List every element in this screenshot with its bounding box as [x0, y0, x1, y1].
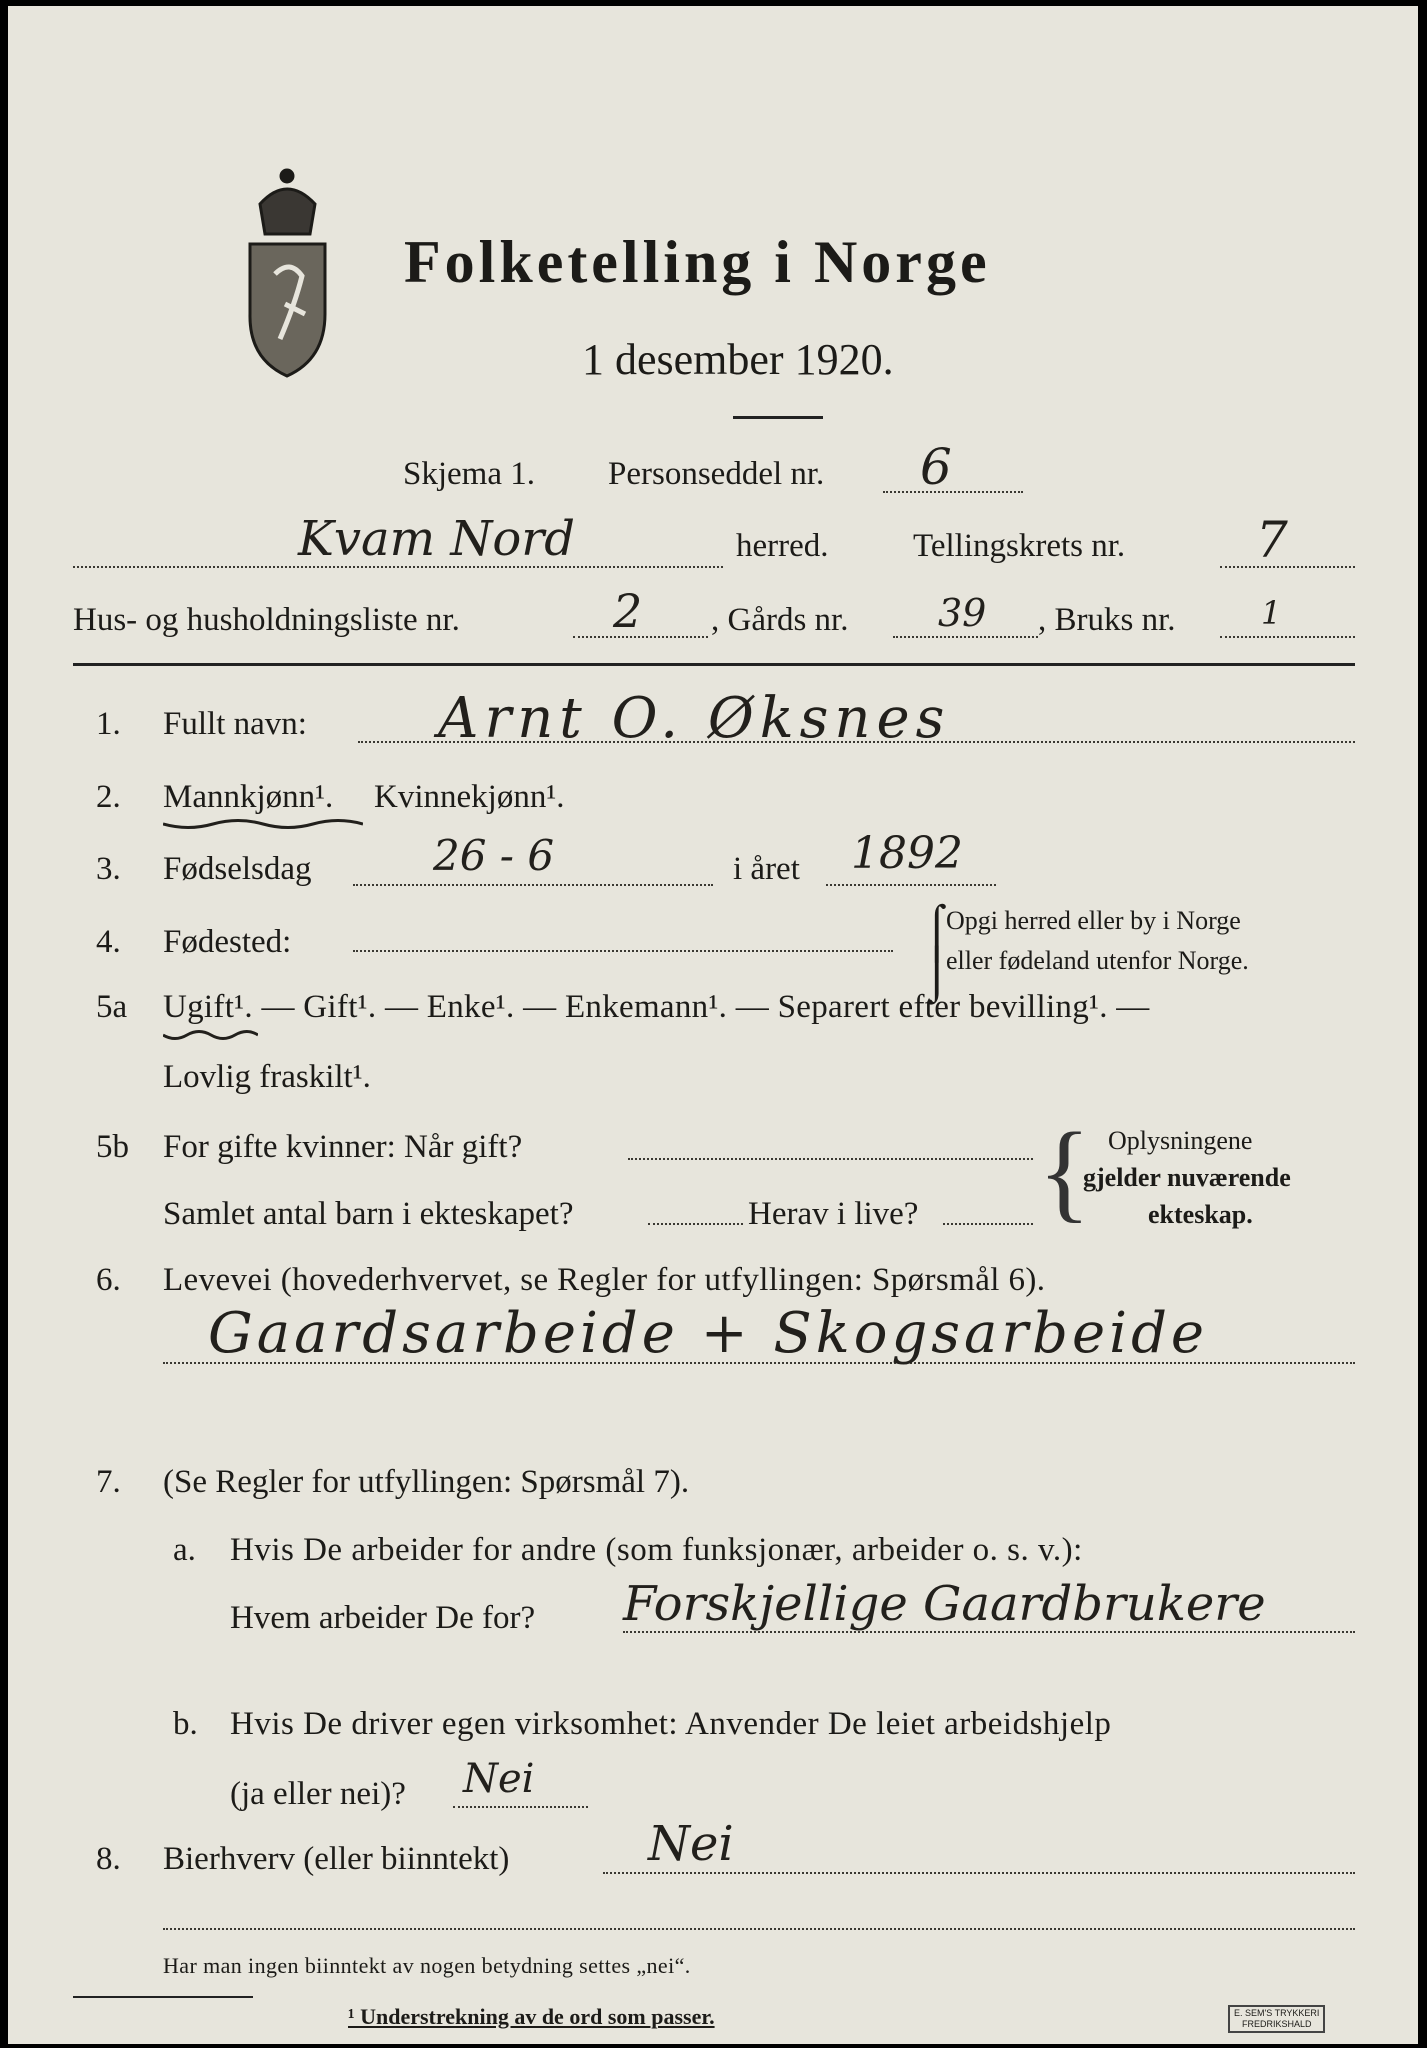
skjema-label: Skjema 1. [403, 456, 535, 492]
q7-number: 7. [96, 1464, 121, 1500]
q8-line [603, 1872, 1355, 1874]
q7a-letter: a. [173, 1532, 196, 1568]
q3-label: Fødselsdag [163, 851, 312, 887]
q5b-married-line [628, 1158, 1033, 1160]
q3-number: 3. [96, 851, 121, 887]
q4-note-1: Opgi herred eller by i Norge [946, 906, 1241, 935]
gards-label: , Gårds nr. [711, 602, 849, 638]
q6-value: Gaardsarbeide + Skogsarbeide [208, 1301, 1209, 1366]
hus-label: Hus- og husholdningsliste nr. [73, 602, 460, 638]
bruks-label: , Bruks nr. [1038, 602, 1176, 638]
footer-note: Har man ingen biinntekt av nogen betydning settes „nei“. [163, 1953, 691, 1978]
q6-number: 6. [96, 1262, 121, 1298]
form-title: Folketelling i Norge [404, 229, 991, 295]
bruks-line [1220, 636, 1355, 638]
q1-label: Fullt navn: [163, 706, 307, 742]
q5b-married-label: For gifte kvinner: Når gift? [163, 1129, 523, 1165]
printer-name: E. SEM'S TRYKKERI [1234, 2008, 1320, 2018]
q8-extra-line [163, 1928, 1355, 1930]
q4-label: Fødested: [163, 924, 292, 960]
census-date: 1 desember 1920. [582, 335, 894, 384]
q2-male-underline [163, 818, 363, 832]
q7b-label: (ja eller nei)? [230, 1776, 406, 1812]
q4-line [353, 950, 893, 952]
printer-city: FREDRIKSHALD [1241, 2019, 1312, 2029]
q3-value: 26 - 6 [433, 831, 555, 880]
q1-value: Arnt O. Øksnes [438, 686, 951, 751]
q2-male: Mannkjønn¹. [163, 779, 334, 815]
q5a-number: 5a [96, 989, 128, 1025]
q2-number: 2. [96, 779, 121, 815]
q6-label: Levevei (hovederhvervet, se Regler for utfyllingen: Spørsmål 6). [163, 1262, 1046, 1298]
q7a-text: Hvis De arbeider for andre (som funksjonær, arbeider o. s. v.): [230, 1532, 1083, 1568]
q7a-label: Hvem arbeider De for? [230, 1600, 536, 1636]
section-divider [73, 663, 1355, 666]
census-form-page [8, 6, 1418, 2044]
q5b-note-1: Oplysningene [1108, 1126, 1253, 1155]
q4-note-2: eller fødeland utenfor Norge. [946, 946, 1249, 975]
q5b-note-2: gjelder nuværende [1083, 1163, 1291, 1192]
personseddel-value: 6 [920, 438, 952, 496]
q8-number: 8. [96, 1841, 121, 1877]
gards-line [893, 636, 1038, 638]
tellingskrets-value: 7 [1256, 511, 1288, 569]
footnote-divider [73, 1996, 253, 1998]
q5b-children-line [648, 1223, 743, 1225]
herred-label: herred. [736, 528, 829, 564]
footnote: ¹ Understrekning av de ord som passer. [348, 2004, 715, 2029]
herred-value: Kvam Nord [298, 511, 575, 567]
q3-year-value: 1892 [851, 828, 963, 879]
q5a-fraskilt: Lovlig fraskilt¹. [163, 1059, 371, 1095]
tellingskrets-label: Tellingskrets nr. [913, 528, 1126, 564]
q5b-children-label: Samlet antal barn i ekteskapet? [163, 1196, 574, 1232]
q4-brace: ⌠ ⌡ [921, 902, 953, 1001]
q8-label: Bierhverv (eller biinntekt) [163, 1841, 510, 1877]
personseddel-label: Personseddel nr. [608, 456, 825, 492]
q1-number: 1. [96, 706, 121, 742]
q5b-number: 5b [96, 1129, 129, 1165]
q5a-ugift-underline [163, 1028, 258, 1042]
q3-line [353, 884, 713, 886]
q5b-alive-label: Herav i live? [748, 1196, 919, 1232]
printer-stamp [1228, 2005, 1325, 2033]
q5b-brace: { [1038, 1110, 1091, 1232]
q8-value: Nei [648, 1816, 734, 1872]
q5b-note-3: ekteskap. [1148, 1200, 1253, 1229]
hus-value: 2 [613, 584, 643, 638]
q4-number: 4. [96, 924, 121, 960]
bruks-value: 1 [1261, 594, 1282, 632]
q7b-value: Nei [463, 1756, 535, 1802]
q3-year-line [826, 884, 996, 886]
q7b-text: Hvis De driver egen virksomhet: Anvender De leiet arbeidshjelp [230, 1706, 1112, 1742]
q7b-line [453, 1806, 588, 1808]
q5b-alive-line [943, 1223, 1033, 1225]
q7b-letter: b. [173, 1706, 198, 1742]
q7a-value: Forskjellige Gaardbrukere [623, 1576, 1266, 1632]
q7-label: (Se Regler for utfyllingen: Spørsmål 7). [163, 1464, 690, 1500]
gards-value: 39 [938, 591, 987, 635]
title-divider [733, 416, 823, 419]
coat-of-arms-icon [230, 164, 345, 379]
q5a-options: Ugift¹. — Gift¹. — Enke¹. — Enkemann¹. — Separert efter bevilling¹. — [163, 989, 1150, 1025]
q2-female: Kvinnekjønn¹. [374, 779, 565, 815]
q3-year-label: i året [733, 851, 800, 887]
personseddel-line [883, 491, 1023, 493]
